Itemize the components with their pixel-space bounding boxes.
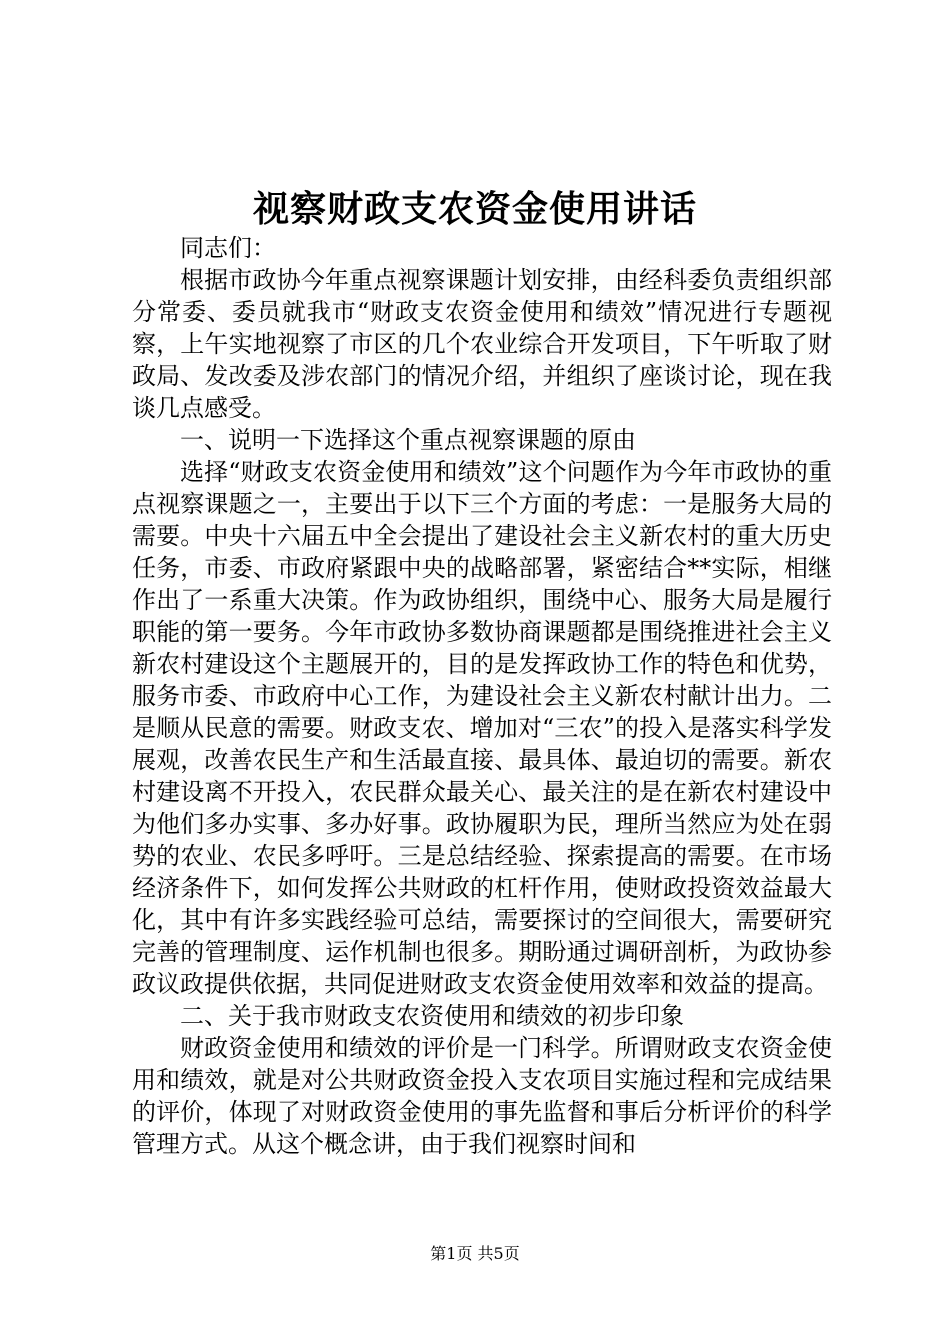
salutation-paragraph: 同志们： [180,234,276,262]
section-1-paragraph: 选择“财政支农资金使用和绩效”这个问题作为今年市政协的重点视察课题之一，主要出于以下三个方面的考虑：一是服务大局的需要。中央十六届五中全会提出了建设社会主义新农村的重大历史任务，市委、市政府紧跟中央的战略部署，紧密结合**实际，相继作出了一系重大决策。作为政协组织，围绕中心、服务大局是履行职能的第一要务。今年市政协多数协商课题都是围绕推进社会主义新农村建设这个主题展开的，目的是发挥政协工作的特色和优势，服务市委、市政府中心工作，为建设社会主义新农村献计出力。二是顺从民意的需要。财政支农、增加对“三农”的投入是落实科学发展观，改善农民生产和生活最直接、最具体、最迫切的需要。新农村建设离不开投入，农民群众最关心、最关注的是在新农村建设中为他们多办实事、多办好事。政协履职为民，理所当然应为处在弱势的农业、农民多呼吁。三是总结经验、探索提高的需要。在市场经济条件下，如何发挥公共财政的杠杆作用，使财政投资效益最大化，其中有许多实践经验可总结，需要探讨的空间很大，需要研究完善的管理制度、运作机制也很多。期盼通过调研剖析，为政协参政议政提供依据，共同促进财政支农资金使用效率和效益的提高。 [132,458,832,998]
section-heading-2: 二、关于我市财政支农资使用和绩效的初步印象 [180,1002,684,1030]
page-footer: 第1页 共5页 [430,1244,520,1263]
section-2-paragraph: 财政资金使用和绩效的评价是一门科学。所谓财政支农资金使用和绩效，就是对公共财政资金投入支农项目实施过程和完成结果的评价，体现了对财政资金使用的事先监督和事后分析评价的科学管理方式。从这个概念讲，由于我们视察时间和 [132,1034,832,1158]
section-heading-1: 一、说明一下选择这个重点视察课题的原由 [180,426,636,454]
document-title: 视察财政支农资金使用讲话 [252,188,697,230]
intro-paragraph: 根据市政协今年重点视察课题计划安排，由经科委负责组织部分常委、委员就我市“财政支农资金使用和绩效”情况进行专题视察，上午实地视察了市区的几个农业综合开发项目，下午听取了财政局、发改委及涉农部门的情况介绍，并组织了座谈讨论，现在我谈几点感受。 [132,266,832,422]
document-body [132,232,832,1160]
